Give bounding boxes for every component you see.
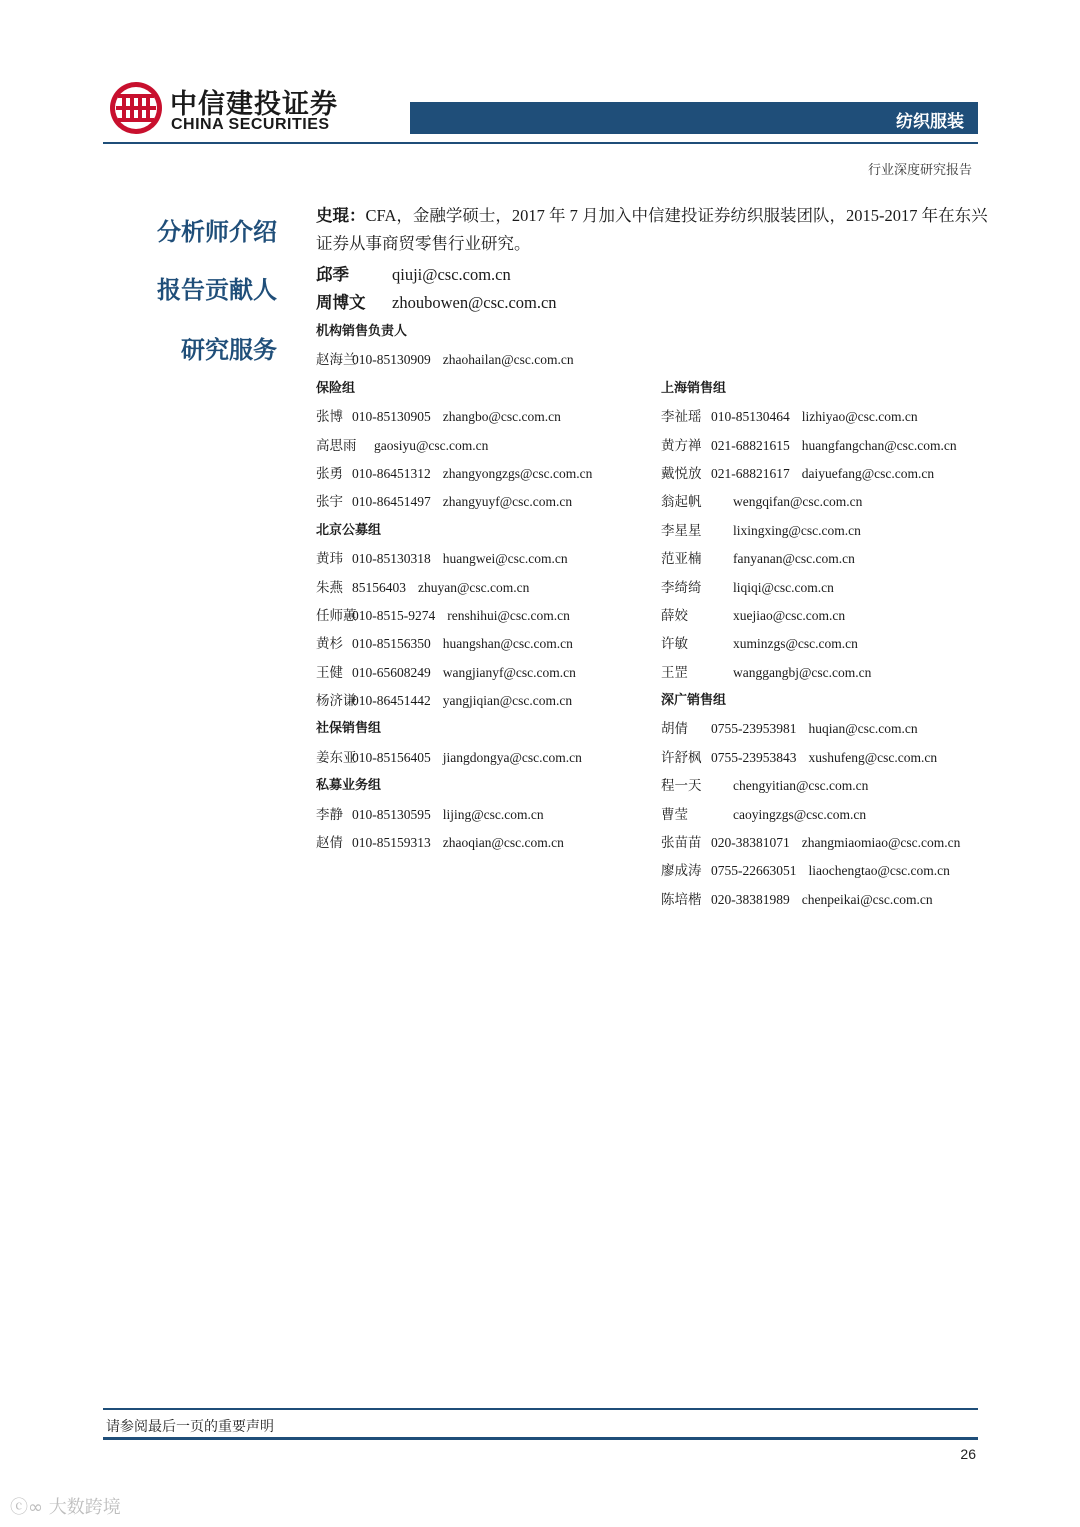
sales-group-heading: 机构销售负责人 [316,324,408,339]
contact-row [661,659,972,687]
sales-contacts-right [661,318,972,914]
contact-phone: 020-38381071 [711,835,790,851]
contact-email[interactable]: caoyingzgs@csc.com.cn [733,806,867,822]
contact-phone: 010-86451312 [352,465,431,481]
contact-row [661,886,972,914]
contact-row [316,744,604,772]
logo-en-text: CHINA SECURITIES [171,116,330,133]
watermark-text: 大数跨境 [48,1497,121,1518]
contributor-row [316,261,511,285]
sales-group-heading: 保险组 [316,380,356,396]
contact-name: 姜东亚 [316,749,357,765]
contact-name: 王健 [316,664,343,680]
contact-email[interactable]: zhaoqian@csc.com.cn [442,835,564,851]
contact-row [316,346,604,374]
contact-email[interactable]: lixingxing@csc.com.cn [733,522,861,538]
contact-phone: 85156403 [352,579,406,595]
contact-email[interactable]: zhangyuyf@csc.com.cn [442,494,573,510]
contact-phone: 010-85130464 [711,409,790,425]
contact-row [661,432,972,460]
contact-email[interactable]: yangjiqian@csc.com.cn [442,693,573,709]
header-divider [103,142,978,144]
contact-row [661,403,972,431]
analyst-bio: CFA，金融学硕士，2017 年 7 月加入中信建投证券纺织服装团队，2015-2017 年在东兴证券从事商贸零售行业研究。 [316,206,988,253]
contact-phone: 021-68821615 [711,437,790,453]
contact-row [661,829,972,857]
contact-name: 高思雨 [316,437,357,453]
csc-logo-icon [108,80,164,136]
analyst-intro [316,202,996,258]
footer-divider-top [103,1408,978,1410]
contact-email[interactable]: renshihui@csc.com.cn [447,607,570,623]
contact-row [316,460,604,488]
sales-group-heading: 深广销售组 [661,693,727,709]
contact-name: 陈培楷 [661,891,702,907]
contact-row [661,744,972,772]
contact-phone: 010-85159313 [352,835,431,851]
contact-name: 任师蕙 [316,607,357,623]
contact-email[interactable]: wengqifan@csc.com.cn [733,494,863,510]
page-number: 26 [960,1446,976,1462]
contact-email[interactable]: huangwei@csc.com.cn [442,551,568,567]
contact-email[interactable]: zhuyan@csc.com.cn [418,579,530,595]
contact-phone: 010-85130595 [352,806,431,822]
contact-email[interactable]: chenpeikai@csc.com.cn [801,891,933,907]
contact-email[interactable]: gaosiyu@csc.com.cn [374,437,489,453]
contact-phone: 021-68821617 [711,465,790,481]
section-contributors: 报告贡献人 [157,276,277,304]
contact-name: 曹莹 [661,806,688,822]
contact-name: 戴悦放 [661,465,702,481]
contact-email[interactable]: xuminzgs@csc.com.cn [733,636,858,652]
contact-email[interactable]: lizhiyao@csc.com.cn [801,409,918,425]
contact-name: 张勇 [316,465,343,481]
report-type: 行业深度研究报告 [867,163,972,178]
contact-email[interactable]: huangfangchan@csc.com.cn [801,437,957,453]
contact-phone: 010-85156350 [352,636,431,652]
contact-row [661,602,972,630]
contact-name: 张博 [316,409,343,425]
sector-label: 纺织服装 [896,112,964,132]
contact-name: 李静 [316,806,343,822]
footer-disclaimer: 请参阅最后一页的重要声明 [106,1419,274,1435]
contributor-name: 邱季 [316,265,349,284]
contact-name: 赵海兰 [316,352,357,368]
logo-cn-text: 中信建投证券 [170,89,338,120]
contact-email[interactable]: fanyanan@csc.com.cn [733,551,855,567]
contact-name: 范亚楠 [661,551,702,567]
contact-name: 赵倩 [316,835,343,851]
contributor-email[interactable]: zhoubowen@csc.com.cn [392,293,557,312]
contact-email[interactable]: chengyitian@csc.com.cn [733,778,869,794]
contact-row [661,460,972,488]
contact-phone: 010-85130909 [352,352,431,368]
footer-divider-bottom [103,1437,978,1440]
contact-row [661,857,972,885]
contact-row [316,488,604,516]
contact-name: 许敏 [661,636,688,652]
contact-name: 李绮绮 [661,579,702,595]
sales-group-heading: 私募业务组 [316,778,382,794]
contact-phone: 010-65608249 [352,664,431,680]
contact-email[interactable]: lijing@csc.com.cn [442,806,544,822]
contact-row [661,772,972,800]
contact-row [316,602,604,630]
contact-row [316,545,604,573]
sales-contacts-left [316,318,604,857]
contact-name: 朱燕 [316,579,343,595]
sales-group-heading: 北京公募组 [316,522,382,538]
contact-name: 李星星 [661,522,702,538]
contact-name: 翁起帆 [661,494,702,510]
contact-phone: 010-8515-9274 [352,607,436,623]
contact-name: 胡倩 [661,721,688,737]
sales-group-heading: 社保销售组 [316,721,382,737]
contact-row [316,659,604,687]
contact-name: 程一天 [661,778,702,794]
contact-email[interactable]: huangshan@csc.com.cn [442,636,573,652]
contact-email[interactable]: zhangyongzgs@csc.com.cn [442,465,593,481]
contact-email[interactable]: zhangbo@csc.com.cn [442,409,561,425]
contact-row [316,403,604,431]
contact-phone: 010-86451442 [352,693,431,709]
contact-email[interactable]: liqiqi@csc.com.cn [733,579,834,595]
contact-email[interactable]: zhaohailan@csc.com.cn [442,352,574,368]
contact-phone: 010-86451497 [352,494,431,510]
watermark [10,1493,121,1519]
contact-name: 张苗苗 [661,835,702,851]
contact-phone: 0755-22663051 [711,863,797,879]
contact-email[interactable]: huqian@csc.com.cn [808,721,918,737]
contact-phone: 010-85130905 [352,409,431,425]
contact-row [316,687,604,715]
watermark-logo-icon: ⓒ∞ [10,1497,49,1518]
contact-row [316,432,604,460]
contact-email[interactable]: zhangmiaomiao@csc.com.cn [801,835,961,851]
contact-phone: 010-85130318 [352,551,431,567]
section-research-service: 研究服务 [181,336,277,364]
section-analyst-intro: 分析师介绍 [157,218,277,246]
contact-email[interactable]: jiangdongya@csc.com.cn [442,749,582,765]
contact-name: 王罡 [661,664,688,680]
contact-phone: 0755-23953843 [711,749,797,765]
sales-group-heading: 上海销售组 [661,380,727,396]
contributor-name: 周博文 [316,293,366,312]
contact-row [661,545,972,573]
contact-name: 许舒枫 [661,749,702,765]
sector-band [410,102,978,134]
contact-name: 黄杉 [316,636,343,652]
contact-email[interactable]: xuejiao@csc.com.cn [733,607,846,623]
analyst-name: 史琨： [316,206,366,225]
contact-email[interactable]: wanggangbj@csc.com.cn [733,664,872,680]
contact-name: 黄玮 [316,551,343,567]
contact-row [661,630,972,658]
contact-phone: 010-85156405 [352,749,431,765]
contact-name: 廖成涛 [661,863,702,879]
contact-email[interactable]: daiyuefang@csc.com.cn [801,465,935,481]
contact-row [661,715,972,743]
contact-email[interactable]: xushufeng@csc.com.cn [808,749,938,765]
contributor-row [316,289,557,313]
contact-row [661,801,972,829]
contact-name: 薛姣 [661,607,688,623]
contact-row [661,517,972,545]
contact-row [661,574,972,602]
contributor-email[interactable]: qiuji@csc.com.cn [392,265,511,284]
contact-row [661,488,972,516]
contact-email[interactable]: wangjianyf@csc.com.cn [442,664,576,680]
contact-name: 黄方禅 [661,437,702,453]
contact-name: 杨济谦 [316,693,357,709]
contact-row [316,630,604,658]
spacer [661,318,972,375]
contact-row [316,801,604,829]
contact-phone: 0755-23953981 [711,721,797,737]
contact-name: 张宇 [316,494,343,510]
contact-row [316,574,604,602]
contact-name: 李祉瑶 [661,409,702,425]
contact-phone: 020-38381989 [711,891,790,907]
contact-email[interactable]: liaochengtao@csc.com.cn [808,863,950,879]
contact-row [316,829,604,857]
